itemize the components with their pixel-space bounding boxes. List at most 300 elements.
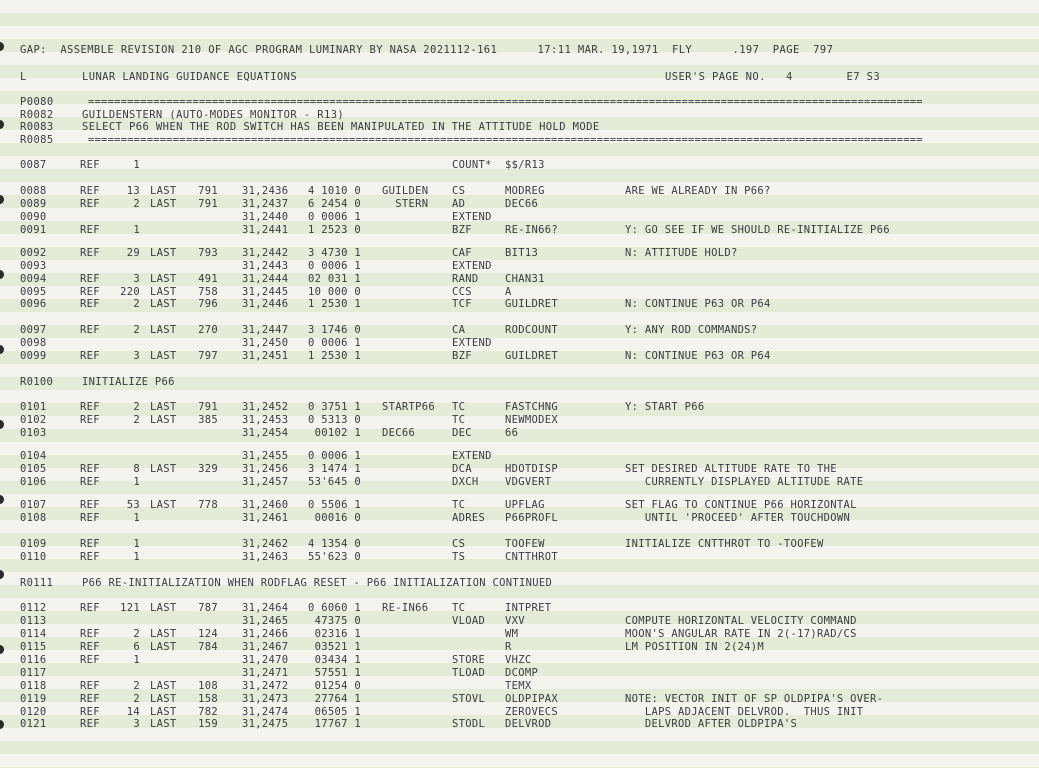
ref-count: 2 — [133, 414, 140, 426]
comment: ARE WE ALREADY IN P66? — [625, 185, 771, 197]
operand: TEMX — [505, 680, 532, 692]
object-word: 4 1010 0 — [308, 185, 361, 197]
ref-label: REF — [80, 273, 100, 285]
comment: LM POSITION IN 2(24)M — [625, 641, 765, 653]
last-page: 270 — [198, 324, 218, 336]
operand: FASTCHNG — [505, 401, 558, 413]
section-heading: P66 RE-INITIALIZATION WHEN RODFLAG RESET - P66 INITIALIZATION CONTINUED — [82, 577, 553, 589]
line-number: R0083 — [20, 121, 54, 133]
line-number: 0103 — [20, 427, 47, 439]
operand: GUILDRET — [505, 298, 558, 310]
comment: UNTIL 'PROCEED' AFTER TOUCHDOWN — [625, 512, 851, 524]
ref-count: 3 — [133, 350, 140, 362]
ref-label: REF — [80, 224, 100, 236]
ref-label: REF — [80, 538, 100, 550]
ref-count: 1 — [133, 538, 140, 550]
listing-line — [20, 350, 1020, 362]
ref-count: 3 — [133, 718, 140, 730]
opcode: CAF — [452, 247, 472, 259]
address: 31,2456 — [242, 463, 289, 475]
ref-label: REF — [80, 718, 100, 730]
listing-line — [20, 463, 1020, 475]
banner-rule-bottom: ================================================================================================================================ — [88, 134, 923, 146]
ref-label: REF — [80, 602, 100, 614]
opcode: ADRES — [452, 512, 486, 524]
ref-count: 2 — [133, 298, 140, 310]
section-heading: INITIALIZE P66 — [82, 376, 175, 388]
last-label: LAST — [150, 463, 177, 475]
address: 31,2445 — [242, 286, 289, 298]
ref-count: 1 — [133, 512, 140, 524]
line-number: 0116 — [20, 654, 47, 666]
ref-count: 2 — [133, 680, 140, 692]
line-number: 0092 — [20, 247, 47, 259]
address: 31,2471 — [242, 667, 289, 679]
operand: RODCOUNT — [505, 324, 558, 336]
last-label: LAST — [150, 414, 177, 426]
line-number: 0095 — [20, 286, 47, 298]
ref-label: REF — [80, 628, 100, 640]
comment: SET FLAG TO CONTINUE P66 HORIZONTAL — [625, 499, 857, 511]
last-page: 124 — [198, 628, 218, 640]
object-word: 4 1354 0 — [308, 538, 361, 550]
opcode: TS — [452, 551, 466, 563]
opcode: TC — [452, 414, 466, 426]
line-number: 0118 — [20, 680, 47, 692]
ref-label: REF — [80, 551, 100, 563]
listing-line — [20, 224, 1020, 236]
object-word: 57551 1 — [308, 667, 361, 679]
comment: Y: ANY ROD COMMANDS? — [625, 324, 758, 336]
ref-count: 2 — [133, 628, 140, 640]
object-word: 0 0006 1 — [308, 211, 361, 223]
line-number: 0087 — [20, 159, 47, 171]
operand: INTPRET — [505, 602, 552, 614]
opcode: TCF — [452, 298, 472, 310]
opcode: EXTEND — [452, 211, 492, 223]
address: 31,2462 — [242, 538, 289, 550]
ref-count: 220 — [120, 286, 140, 298]
opcode: COUNT* — [452, 159, 492, 171]
opcode: EXTEND — [452, 450, 492, 462]
address: 31,2455 — [242, 450, 289, 462]
ref-label: REF — [80, 185, 100, 197]
listing-line — [20, 551, 1020, 563]
ref-label: REF — [80, 463, 100, 475]
address: 31,2473 — [242, 693, 289, 705]
line-number: 0110 — [20, 551, 47, 563]
listing-line — [20, 718, 1020, 730]
opcode: TC — [452, 602, 466, 614]
comment: COMPUTE HORIZONTAL VELOCITY COMMAND — [625, 615, 857, 627]
last-page: 791 — [198, 401, 218, 413]
object-word: 3 1746 0 — [308, 324, 361, 336]
object-word: 17767 1 — [308, 718, 361, 730]
listing-line — [20, 499, 1020, 511]
address: 31,2446 — [242, 298, 289, 310]
operand: VXV — [505, 615, 525, 627]
ref-count: 1 — [133, 476, 140, 488]
address: 31,2452 — [242, 401, 289, 413]
line-number: 0121 — [20, 718, 47, 730]
line-number: 0115 — [20, 641, 47, 653]
object-word: 27764 1 — [308, 693, 361, 705]
operand: ZEROVECS — [505, 706, 558, 718]
opcode: EXTEND — [452, 337, 492, 349]
ref-label: REF — [80, 706, 100, 718]
object-word: 03434 1 — [308, 654, 361, 666]
object-word: 1 2530 1 — [308, 298, 361, 310]
ref-label: REF — [80, 641, 100, 653]
ref-count: 1 — [133, 224, 140, 236]
last-label: LAST — [150, 641, 177, 653]
listing-line — [20, 198, 1020, 210]
address: 31,2461 — [242, 512, 289, 524]
listing-line — [20, 693, 1020, 705]
object-word: 1 2530 1 — [308, 350, 361, 362]
operand: R — [505, 641, 512, 653]
listing-line — [20, 667, 1020, 679]
ref-count: 3 — [133, 273, 140, 285]
object-word: 02 031 1 — [308, 273, 361, 285]
listing-line — [20, 615, 1020, 627]
line-number: 0099 — [20, 350, 47, 362]
object-word: 00102 1 — [308, 427, 361, 439]
comment: Y: GO SEE IF WE SHOULD RE-INITIALIZE P66 — [625, 224, 890, 236]
last-page: 791 — [198, 185, 218, 197]
listing-line — [20, 706, 1020, 718]
line-number: 0089 — [20, 198, 47, 210]
line-number: R0100 — [20, 376, 54, 388]
ref-label: REF — [80, 286, 100, 298]
line-number: 0090 — [20, 211, 47, 223]
opcode: BZF — [452, 350, 472, 362]
line-number: 0119 — [20, 693, 47, 705]
listing-line — [20, 376, 1020, 388]
comment: CURRENTLY DISPLAYED ALTITUDE RATE — [625, 476, 864, 488]
listing-line — [20, 538, 1020, 550]
address: 31,2436 — [242, 185, 289, 197]
last-label: LAST — [150, 286, 177, 298]
operand: WM — [505, 628, 519, 640]
opcode: STODL — [452, 718, 486, 730]
opcode: RAND — [452, 273, 479, 285]
line-number: 0120 — [20, 706, 47, 718]
operand: BIT13 — [505, 247, 539, 259]
object-word: 0 3751 1 — [308, 401, 361, 413]
operand: RE-IN66? — [505, 224, 558, 236]
ref-count: 6 — [133, 641, 140, 653]
opcode: DEC — [452, 427, 472, 439]
operand: DCOMP — [505, 667, 539, 679]
operand: 66 — [505, 427, 519, 439]
last-label: LAST — [150, 298, 177, 310]
symbol-label: STERN — [382, 198, 429, 210]
last-label: LAST — [150, 706, 177, 718]
line-number: 0101 — [20, 401, 47, 413]
line-number: 0088 — [20, 185, 47, 197]
operand: UPFLAG — [505, 499, 545, 511]
ref-label: REF — [80, 414, 100, 426]
object-word: 47375 0 — [308, 615, 361, 627]
opcode: DXCH — [452, 476, 479, 488]
last-label: LAST — [150, 324, 177, 336]
operand: DELVROD — [505, 718, 552, 730]
listing-header: GAP: ASSEMBLE REVISION 210 OF AGC PROGRAM LUMINARY BY NASA 2021112-161 17:11 MAR. 19,1971 FLY .197 PAGE 797 — [20, 44, 834, 56]
opcode: TLOAD — [452, 667, 486, 679]
address: 31,2442 — [242, 247, 289, 259]
object-word: 3 4730 1 — [308, 247, 361, 259]
operand: MODREG — [505, 185, 545, 197]
comment: N: CONTINUE P63 OR P64 — [625, 298, 771, 310]
object-word: 55'623 0 — [308, 551, 361, 563]
ref-count: 13 — [126, 185, 140, 197]
address: 31,2474 — [242, 706, 289, 718]
last-page: 793 — [198, 247, 218, 259]
object-word: 53'645 0 — [308, 476, 361, 488]
address: 31,2460 — [242, 499, 289, 511]
object-word: 3 1474 1 — [308, 463, 361, 475]
line-number: 0102 — [20, 414, 47, 426]
line-number: 0096 — [20, 298, 47, 310]
opcode: CCS — [452, 286, 472, 298]
line-number: R0111 — [20, 577, 54, 589]
opcode: AD — [452, 198, 466, 210]
ref-count: 1 — [133, 654, 140, 666]
operand: HDOTDISP — [505, 463, 558, 475]
listing-line — [20, 414, 1020, 426]
ref-count: 2 — [133, 401, 140, 413]
listing-line — [20, 401, 1020, 413]
last-page: 791 — [198, 198, 218, 210]
line-number: 0107 — [20, 499, 47, 511]
last-page: 158 — [198, 693, 218, 705]
operand: TOOFEW — [505, 538, 545, 550]
ref-count: 1 — [133, 551, 140, 563]
listing-line — [20, 286, 1020, 298]
listing-line — [20, 476, 1020, 488]
listing-line — [20, 247, 1020, 259]
line-number: 0113 — [20, 615, 47, 627]
last-page: 385 — [198, 414, 218, 426]
listing-line — [20, 298, 1020, 310]
ref-label: REF — [80, 654, 100, 666]
line-number: 0117 — [20, 667, 47, 679]
object-word: 0 0006 1 — [308, 450, 361, 462]
listing-line — [20, 159, 1020, 171]
symbol-label: RE-IN66 — [382, 602, 429, 614]
object-word: 06505 1 — [308, 706, 361, 718]
last-page: 491 — [198, 273, 218, 285]
address: 31,2472 — [242, 680, 289, 692]
listing-line — [20, 337, 1020, 349]
line-number: 0094 — [20, 273, 47, 285]
last-label: LAST — [150, 198, 177, 210]
last-page: 782 — [198, 706, 218, 718]
operand: NEWMODEX — [505, 414, 558, 426]
ref-label: REF — [80, 680, 100, 692]
last-page: 329 — [198, 463, 218, 475]
address: 31,2443 — [242, 260, 289, 272]
ref-label: REF — [80, 324, 100, 336]
operand: A — [505, 286, 512, 298]
ref-label: REF — [80, 476, 100, 488]
last-page: 787 — [198, 602, 218, 614]
listing-line — [20, 427, 1020, 439]
operand: GUILDRET — [505, 350, 558, 362]
symbol-label: GUILDEN — [382, 185, 429, 197]
address: 31,2467 — [242, 641, 289, 653]
comment: MOON'S ANGULAR RATE IN 2(-17)RAD/CS — [625, 628, 857, 640]
ref-count: 121 — [120, 602, 140, 614]
last-page: 758 — [198, 286, 218, 298]
last-page: 796 — [198, 298, 218, 310]
address: 31,2463 — [242, 551, 289, 563]
routine-description: SELECT P66 WHEN THE ROD SWITCH HAS BEEN MANIPULATED IN THE ATTITUDE HOLD MODE — [82, 121, 600, 133]
comment: INITIALIZE CNTTHROT TO -TOOFEW — [625, 538, 824, 550]
address: 31,2470 — [242, 654, 289, 666]
symbol-label: STARTP66 — [382, 401, 435, 413]
last-label: LAST — [150, 273, 177, 285]
line-number: 0098 — [20, 337, 47, 349]
line-number: 0097 — [20, 324, 47, 336]
line-number: 0104 — [20, 450, 47, 462]
opcode: DCA — [452, 463, 472, 475]
address: 31,2453 — [242, 414, 289, 426]
opcode: CA — [452, 324, 466, 336]
object-word: 10 000 0 — [308, 286, 361, 298]
listing-line — [20, 628, 1020, 640]
address: 31,2451 — [242, 350, 289, 362]
address: 31,2450 — [242, 337, 289, 349]
last-label: LAST — [150, 401, 177, 413]
object-word: 00016 0 — [308, 512, 361, 524]
last-label: LAST — [150, 350, 177, 362]
ref-label: REF — [80, 499, 100, 511]
object-word: 6 2454 0 — [308, 198, 361, 210]
operand: OLDPIPAX — [505, 693, 558, 705]
line-number: 0105 — [20, 463, 47, 475]
opcode: EXTEND — [452, 260, 492, 272]
operand: CHAN31 — [505, 273, 545, 285]
ref-count: 14 — [126, 706, 140, 718]
banner-rule-top: ================================================================================================================================ — [88, 96, 923, 108]
listing-line — [20, 654, 1020, 666]
object-word: 0 6060 1 — [308, 602, 361, 614]
ref-label: REF — [80, 693, 100, 705]
last-page: 784 — [198, 641, 218, 653]
opcode: CS — [452, 185, 466, 197]
listing-line — [20, 450, 1020, 462]
operand: VHZC — [505, 654, 532, 666]
ref-count: 8 — [133, 463, 140, 475]
comment: NOTE: VECTOR INIT OF SP OLDPIPA'S OVER- — [625, 693, 884, 705]
listing-line — [20, 273, 1020, 285]
ref-label: REF — [80, 512, 100, 524]
comment: DELVROD AFTER OLDPIPA'S — [625, 718, 798, 730]
object-word: 1 2523 0 — [308, 224, 361, 236]
ref-count: 2 — [133, 693, 140, 705]
ref-count: 2 — [133, 198, 140, 210]
ref-count: 1 — [133, 159, 140, 171]
listing-line — [20, 641, 1020, 653]
opcode: VLOAD — [452, 615, 486, 627]
address: 31,2444 — [242, 273, 289, 285]
listing-line — [20, 602, 1020, 614]
address: 31,2464 — [242, 602, 289, 614]
ref-label: REF — [80, 159, 100, 171]
line-number: 0093 — [20, 260, 47, 272]
last-label: LAST — [150, 185, 177, 197]
listing-line — [20, 512, 1020, 524]
address: 31,2440 — [242, 211, 289, 223]
ref-label: REF — [80, 198, 100, 210]
object-word: 0 5313 0 — [308, 414, 361, 426]
ref-count: 2 — [133, 324, 140, 336]
line-number: 0106 — [20, 476, 47, 488]
line-number: R0085 — [20, 134, 54, 146]
opcode: TC — [452, 499, 466, 511]
ref-label: REF — [80, 298, 100, 310]
operand: CNTTHROT — [505, 551, 558, 563]
address: 31,2457 — [242, 476, 289, 488]
address: 31,2437 — [242, 198, 289, 210]
line-number: 0108 — [20, 512, 47, 524]
object-word: 03521 1 — [308, 641, 361, 653]
listing-line — [20, 185, 1020, 197]
comment: Y: START P66 — [625, 401, 705, 413]
ref-count: 53 — [126, 499, 140, 511]
opcode: BZF — [452, 224, 472, 236]
ref-count: 29 — [126, 247, 140, 259]
line-number: 0112 — [20, 602, 47, 614]
last-label: LAST — [150, 718, 177, 730]
line-number: 0091 — [20, 224, 47, 236]
line-number: P0080 — [20, 96, 54, 108]
last-label: LAST — [150, 628, 177, 640]
last-page: 108 — [198, 680, 218, 692]
opcode: STORE — [452, 654, 486, 666]
header-mark: L — [20, 71, 27, 83]
opcode: TC — [452, 401, 466, 413]
listing-line — [20, 680, 1020, 692]
page-title: LUNAR LANDING GUIDANCE EQUATIONS — [82, 71, 298, 83]
symbol-label: DEC66 — [382, 427, 416, 439]
last-label: LAST — [150, 680, 177, 692]
routine-title: GUILDENSTERN (AUTO-MODES MONITOR - R13) — [82, 109, 345, 121]
line-number: R0082 — [20, 109, 54, 121]
operand: P66PROFL — [505, 512, 558, 524]
object-word: 02316 1 — [308, 628, 361, 640]
address: 31,2447 — [242, 324, 289, 336]
address: 31,2466 — [242, 628, 289, 640]
last-page: 778 — [198, 499, 218, 511]
opcode: CS — [452, 538, 466, 550]
comment: N: CONTINUE P63 OR P64 — [625, 350, 771, 362]
object-word: 0 5506 1 — [308, 499, 361, 511]
object-word: 0 0006 1 — [308, 337, 361, 349]
operand: $$/R13 — [505, 159, 545, 171]
comment: LAPS ADJACENT DELVROD. THUS INIT — [625, 706, 864, 718]
listing-line — [20, 577, 1020, 589]
operand: VDGVERT — [505, 476, 552, 488]
line-number: 0109 — [20, 538, 47, 550]
user-page-number: USER'S PAGE NO. 4 E7 S3 — [665, 71, 881, 83]
address: 31,2441 — [242, 224, 289, 236]
comment: N: ATTITUDE HOLD? — [625, 247, 738, 259]
operand: DEC66 — [505, 198, 539, 210]
ref-label: REF — [80, 247, 100, 259]
